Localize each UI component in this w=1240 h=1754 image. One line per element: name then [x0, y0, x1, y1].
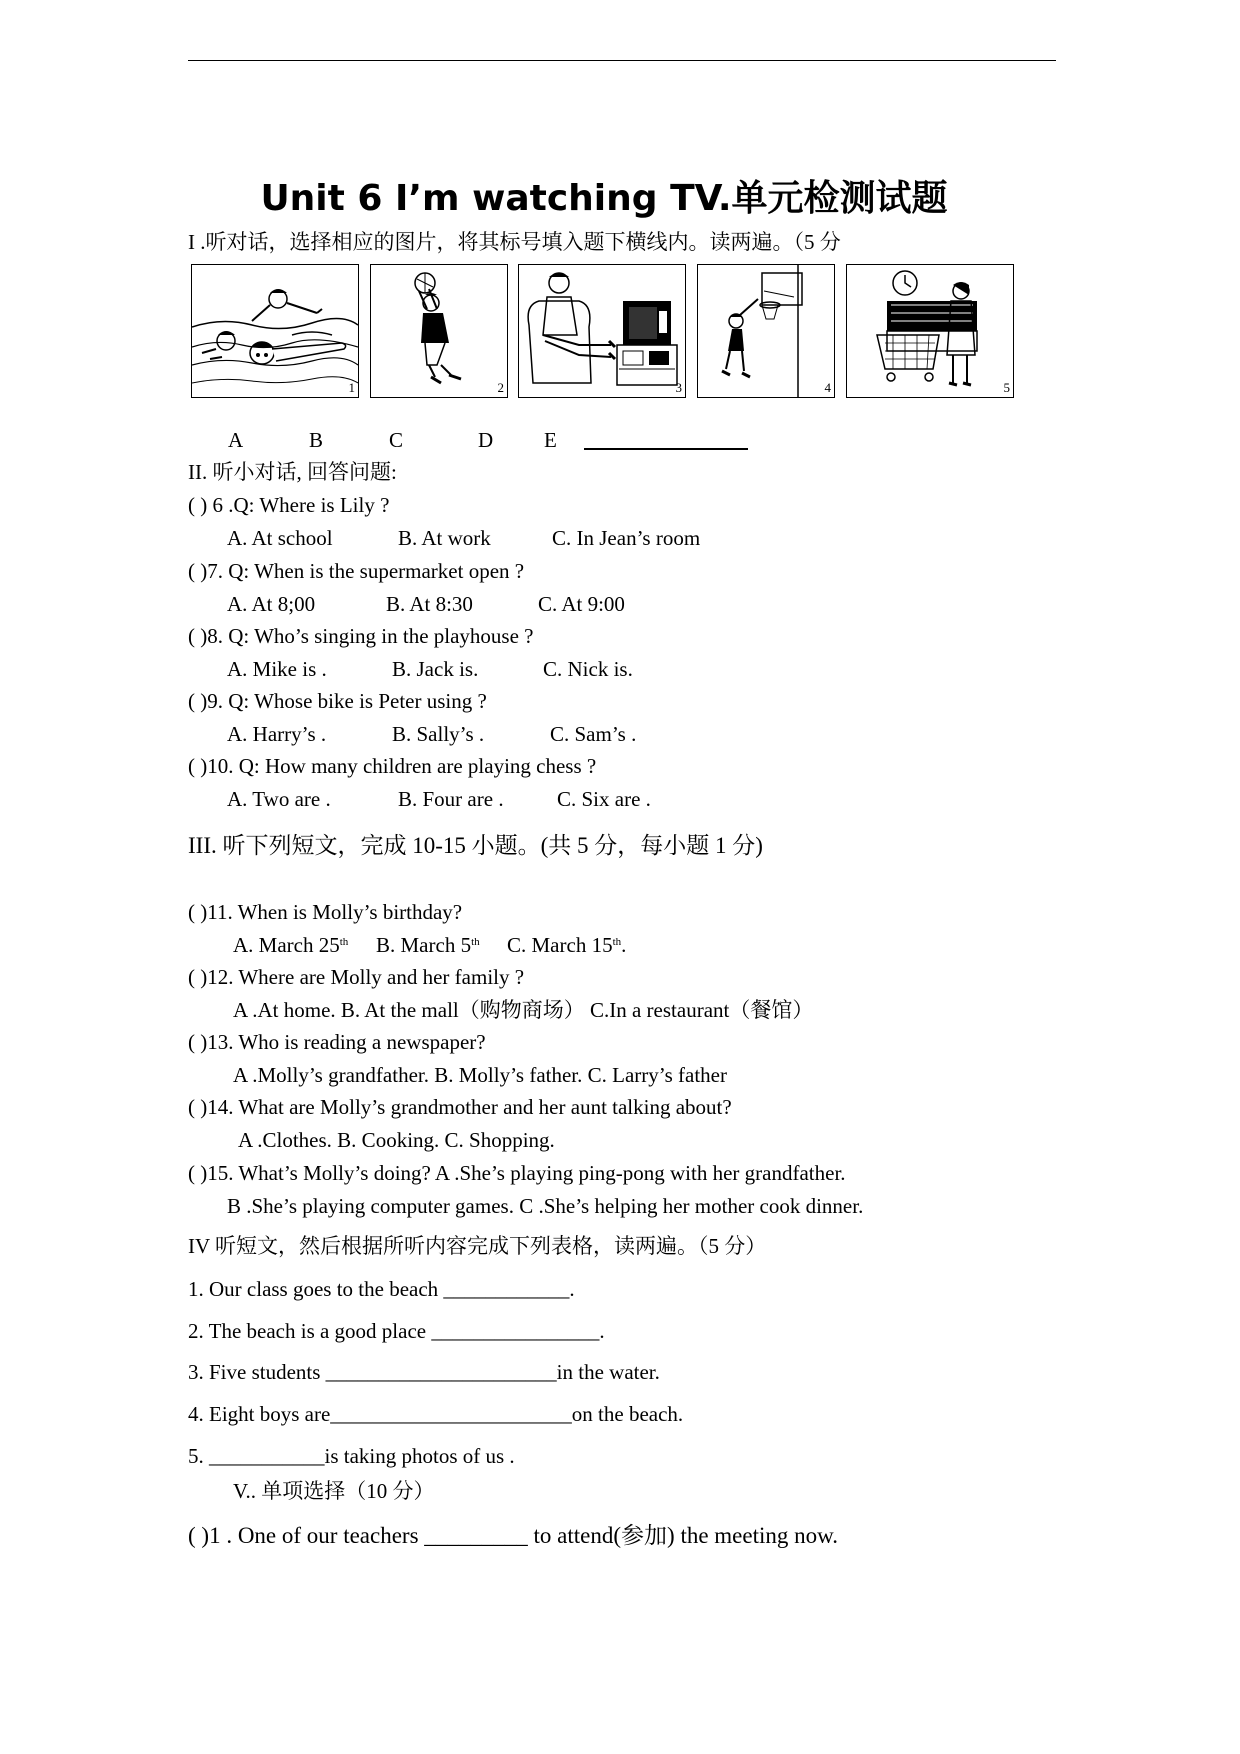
- picture-row: [0, 264, 1240, 398]
- question-9: ( )9. Q: Whose bike is Peter using ?: [188, 689, 487, 713]
- fill-item-3: 3. Five students ______________________in the water.: [188, 1360, 660, 1384]
- option-b: B. Sally’s .: [392, 722, 485, 746]
- basketball-player-icon: [371, 265, 507, 397]
- question-15-options: B .She’s playing computer games. C .She’s helping her mother cook dinner.: [227, 1194, 864, 1218]
- question-8: ( )8. Q: Who’s singing in the playhouse ?: [188, 624, 534, 648]
- picture-4: [697, 264, 835, 398]
- section-4-heading: IV 听短文，然后根据所听内容完成下列表格，读两遍。（5 分）: [188, 1234, 767, 1258]
- letter-d: D: [478, 428, 494, 452]
- picture-5: [846, 264, 1014, 398]
- option-c: C. Six are .: [557, 787, 651, 811]
- watching-tv-icon: [519, 265, 685, 397]
- picture-3: [518, 264, 686, 398]
- option-a: A. At 8;00: [227, 592, 316, 616]
- letter-b: B: [309, 428, 324, 452]
- section-1-heading: I .听对话，选择相应的图片，将其标号填入题下横线内。读两遍。（5 分: [188, 230, 841, 254]
- picture-number: 2: [497, 380, 504, 395]
- option-a: [233, 931, 348, 959]
- option-b: B. At 8:30: [386, 592, 473, 616]
- option-a-sup: th: [339, 936, 349, 948]
- question-13-options: A .Molly’s grandfather. B. Molly’s father. C. Larry’s father: [233, 1063, 727, 1087]
- option-c-tail: .: [621, 933, 627, 957]
- fill-item-4: 4. Eight boys are_______________________on the beach.: [188, 1402, 684, 1426]
- question-11: ( )11. When is Molly’s birthday?: [188, 900, 463, 924]
- fill-item-1: 1. Our class goes to the beach ____________.: [188, 1277, 575, 1301]
- letter-c: C: [389, 428, 404, 452]
- option-a: A. Harry’s .: [227, 722, 327, 746]
- picture-number: 3: [675, 380, 682, 395]
- question-7: ( )7. Q: When is the supermarket open ?: [188, 559, 525, 583]
- option-c-text: C. March 15: [507, 933, 613, 957]
- section-5-heading: V.. 单项选择（10 分）: [233, 1479, 435, 1503]
- question-12-options: A .At home. B. At the mall（购物商场） C.In a restaurant（餐馆）: [233, 998, 814, 1022]
- answer-blank[interactable]: [584, 428, 748, 450]
- option-a: A. At school: [227, 526, 333, 550]
- picture-2: [370, 264, 508, 398]
- question-14: ( )14. What are Molly’s grandmother and her aunt talking about?: [188, 1095, 732, 1119]
- question-13: ( )13. Who is reading a newspaper?: [188, 1030, 486, 1054]
- option-b-text: B. March 5: [376, 933, 472, 957]
- option-b: B. At work: [398, 526, 491, 550]
- choice-question-1: ( )1 . One of our teachers _________ to attend(参加) the meeting now.: [188, 1523, 838, 1548]
- option-b: B. Jack is.: [392, 657, 479, 681]
- question-14-options: A .Clothes. B. Cooking. C. Shopping.: [238, 1128, 555, 1152]
- option-a: A. Two are .: [227, 787, 331, 811]
- option-b: B. Four are .: [398, 787, 504, 811]
- option-c: C. In Jean’s room: [552, 526, 701, 550]
- picture-1: [191, 264, 359, 398]
- section-3-heading: III. 听下列短文，完成 10-15 小题。(共 5 分，每小题 1 分): [188, 833, 763, 858]
- option-c: [507, 931, 626, 959]
- header-rule: [188, 60, 1056, 61]
- option-c: C. At 9:00: [538, 592, 625, 616]
- option-b-sup: th: [471, 936, 480, 948]
- fill-item-5: 5. ___________is taking photos of us .: [188, 1444, 515, 1468]
- option-c: C. Nick is.: [543, 657, 633, 681]
- picture-number: 1: [348, 380, 355, 395]
- question-12: ( )12. Where are Molly and her family ?: [188, 965, 525, 989]
- section-2-heading: II. 听小对话, 回答问题:: [188, 460, 397, 484]
- shopping-cart-icon: [847, 265, 1013, 397]
- picture-number: 5: [1003, 380, 1010, 395]
- option-a-text: A. March 25: [233, 933, 340, 957]
- page-title: Unit 6 I’m watching TV.单元检测试题: [260, 178, 948, 219]
- fill-item-2: 2. The beach is a good place ________________.: [188, 1319, 605, 1343]
- option-c: C. Sam’s .: [550, 722, 637, 746]
- question-6: ( ) 6 .Q: Where is Lily ?: [188, 493, 390, 517]
- option-c-sup: th: [612, 936, 622, 948]
- question-15: ( )15. What’s Molly’s doing? A .She’s playing ping-pong with her grandfather.: [188, 1161, 846, 1185]
- option-b: [376, 931, 480, 959]
- question-10: ( )10. Q: How many children are playing chess ?: [188, 754, 597, 778]
- picture-number: 4: [824, 380, 831, 395]
- basketball-hoop-icon: [698, 265, 834, 397]
- letter-e: E: [544, 428, 557, 452]
- option-a: A. Mike is .: [227, 657, 327, 681]
- swimming-icon: [192, 265, 358, 397]
- letter-a: A: [228, 428, 244, 452]
